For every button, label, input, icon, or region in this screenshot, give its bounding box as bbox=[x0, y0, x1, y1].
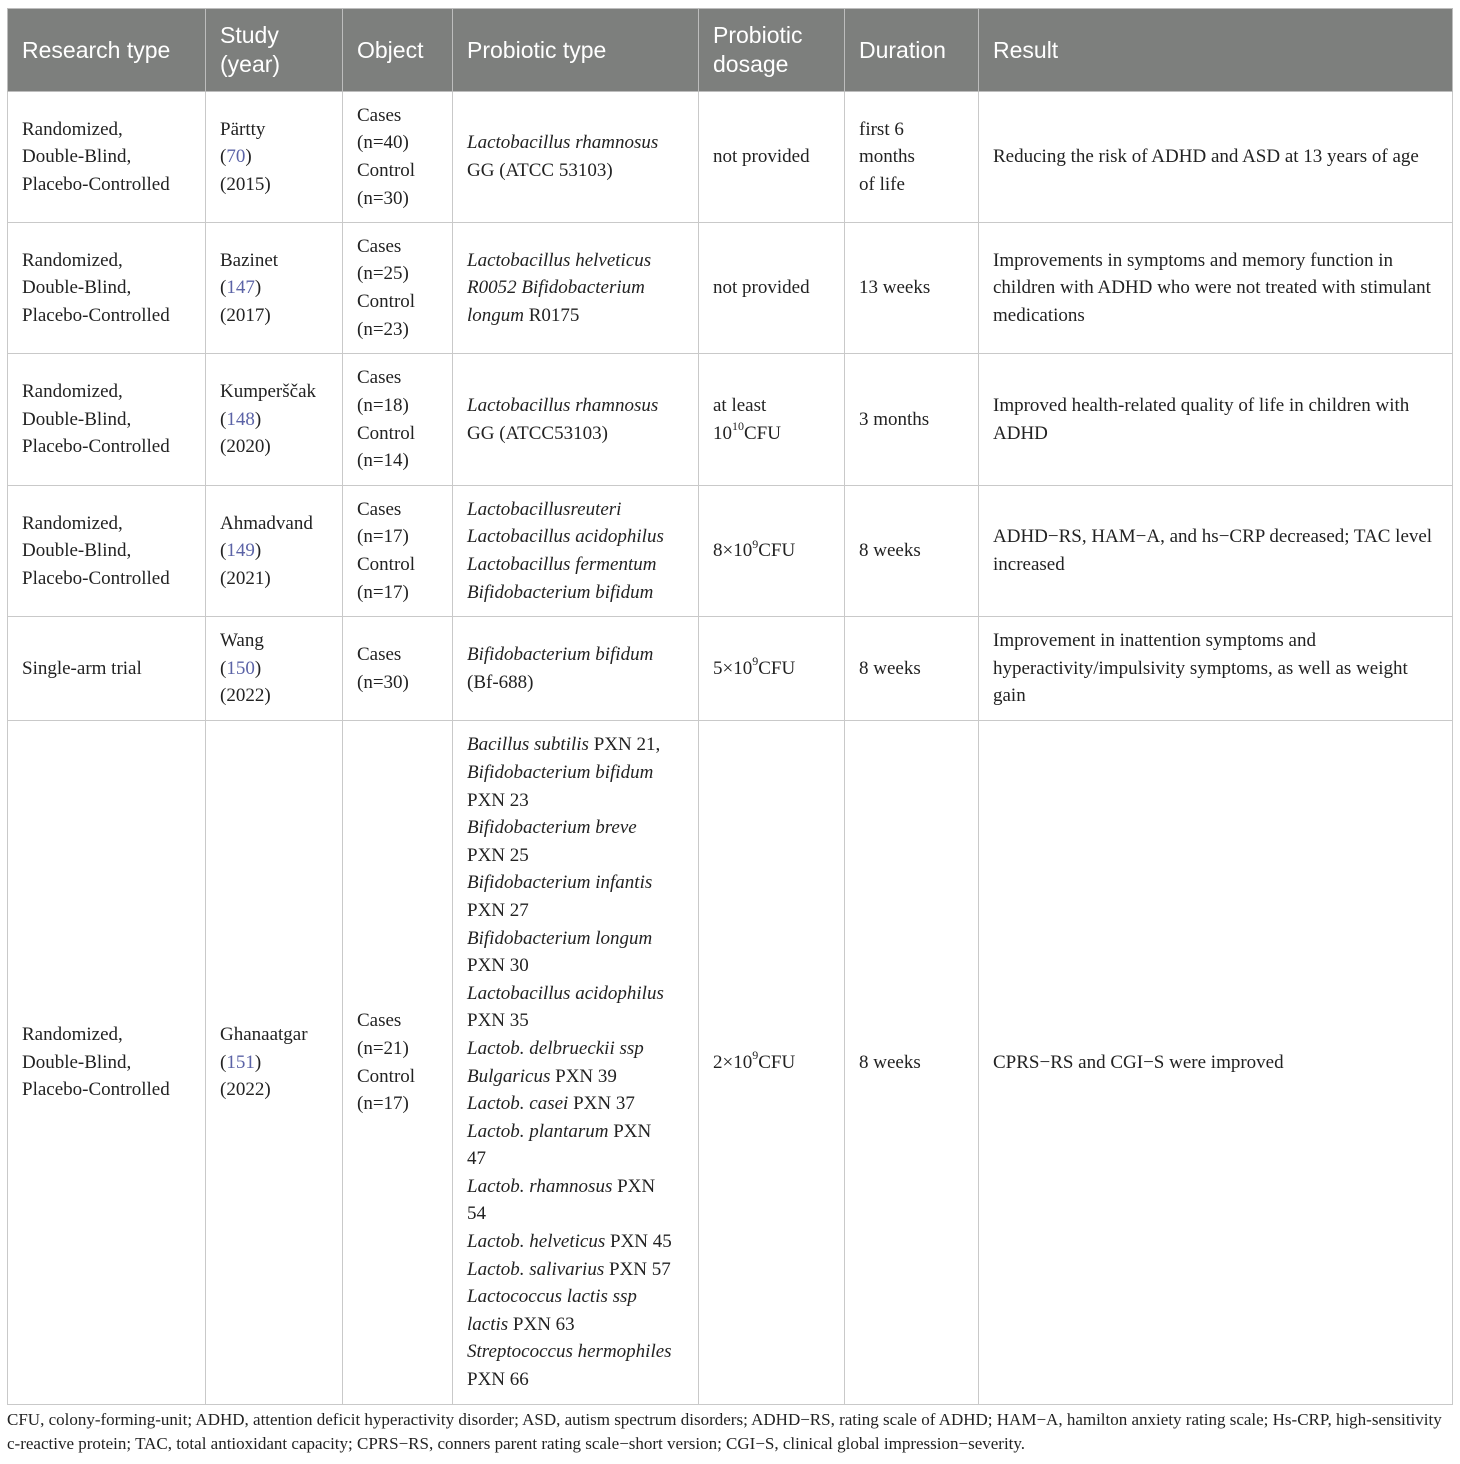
object-line: (n=17) bbox=[357, 581, 409, 603]
object-line: (n=40) bbox=[357, 132, 409, 154]
dosage-cell bbox=[699, 92, 845, 223]
header-row bbox=[8, 9, 1453, 92]
probiotic-line bbox=[467, 1118, 686, 1146]
probiotic-strain: PXN 57 bbox=[604, 1258, 671, 1280]
duration-line: 3 months bbox=[859, 408, 930, 430]
study-year: (2020) bbox=[220, 436, 271, 458]
study-year: (2017) bbox=[220, 304, 271, 326]
table-row bbox=[8, 223, 1453, 354]
study-year: (2021) bbox=[220, 567, 271, 589]
probiotic-strain: PXN 66 bbox=[467, 1369, 529, 1391]
probiotic-line bbox=[467, 641, 686, 669]
probiotic-line bbox=[467, 897, 686, 925]
probiotic-species: Bifidobacterium breve bbox=[467, 817, 637, 839]
table-container bbox=[7, 8, 1452, 1405]
probiotic-line bbox=[467, 952, 686, 980]
probiotic-species: Bifidobacterium infantis bbox=[467, 872, 653, 894]
object-line: (n=23) bbox=[357, 318, 409, 340]
result-text: Reducing the risk of ADHD and ASD at 13 years of age bbox=[993, 146, 1419, 168]
probiotic-strain: 47 bbox=[467, 1148, 486, 1170]
header-research-type: Research type bbox=[8, 9, 206, 92]
result-text: Improvement in inattention symptoms and hyperactivity/impulsivity symptoms, as well as weight gain bbox=[993, 630, 1408, 707]
research-type-cell bbox=[8, 486, 206, 617]
dosage-exponent: 10 bbox=[732, 419, 744, 434]
dosage-base: 5×10 bbox=[713, 657, 753, 679]
probiotic-line bbox=[467, 1007, 686, 1035]
research-type-line: Single-arm trial bbox=[22, 657, 142, 679]
probiotic-species: Lactobacillus rhamnosus bbox=[467, 132, 659, 154]
table-row bbox=[8, 354, 1453, 486]
probiotic-strain: PXN 27 bbox=[467, 899, 529, 921]
object-line: Cases bbox=[357, 498, 402, 520]
header-study-year: Study (year) bbox=[206, 9, 343, 92]
probiotic-species: Bifidobacterium bifidum bbox=[467, 581, 654, 603]
probiotic-line bbox=[467, 496, 686, 524]
study-cell bbox=[206, 486, 343, 617]
object-line: Cases bbox=[357, 367, 402, 389]
duration-line: of life bbox=[859, 173, 905, 195]
dosage-unit: CFU bbox=[758, 657, 796, 679]
probiotic-strain: PXN 39 bbox=[550, 1065, 617, 1087]
object-line: (n=14) bbox=[357, 450, 409, 472]
study-year: (2015) bbox=[220, 173, 271, 195]
duration-cell bbox=[845, 721, 979, 1405]
probiotic-line bbox=[467, 1090, 686, 1118]
probiotic-species: Lactob. casei bbox=[467, 1093, 569, 1115]
object-line: Control bbox=[357, 554, 416, 575]
probiotic-line bbox=[467, 1145, 686, 1173]
header-duration: Duration bbox=[845, 9, 979, 92]
duration-cell bbox=[845, 354, 979, 486]
research-type-line: Randomized, bbox=[22, 249, 123, 271]
probiotic-line bbox=[467, 392, 686, 420]
header-probiotic-dosage: Probiotic dosage bbox=[699, 9, 845, 92]
probiotic-line bbox=[467, 869, 686, 897]
probiotic-line bbox=[467, 1200, 686, 1228]
probiotic-species: Lactob. salivarius bbox=[467, 1258, 605, 1280]
probiotic-species: Lactob. helveticus bbox=[467, 1231, 606, 1253]
probiotic-strain: PXN bbox=[608, 1120, 652, 1142]
duration-cell bbox=[845, 617, 979, 721]
object-line: (n=30) bbox=[357, 671, 409, 693]
study-author: Ahmadvand bbox=[220, 512, 313, 534]
duration-line: first 6 bbox=[859, 118, 904, 140]
result-cell bbox=[979, 223, 1453, 354]
probiotic-species: Lactobacillus acidophilus bbox=[467, 526, 664, 548]
dosage-base: not provided bbox=[713, 146, 810, 168]
dosage-base: 8×10 bbox=[713, 540, 753, 562]
dosage-base: 2×10 bbox=[713, 1051, 753, 1073]
study-author: Pärtty bbox=[220, 118, 266, 140]
study-author: Wang bbox=[220, 630, 264, 652]
research-type-cell bbox=[8, 617, 206, 721]
table-body bbox=[8, 92, 1453, 1405]
dosage-exponent: 9 bbox=[752, 536, 759, 551]
object-line: Cases bbox=[357, 1010, 402, 1032]
table-row bbox=[8, 721, 1453, 1405]
probiotic-line bbox=[467, 1256, 686, 1284]
study-author: Kumperščak bbox=[220, 381, 317, 403]
probiotic-line bbox=[467, 129, 686, 157]
probiotic-species: Bifidobacterium longum bbox=[467, 927, 653, 949]
probiotic-line bbox=[467, 579, 686, 607]
reference-line: (149) bbox=[220, 540, 262, 562]
object-cell bbox=[343, 721, 453, 1405]
probiotic-strain: (Bf-688) bbox=[467, 671, 534, 693]
object-line: Cases bbox=[357, 235, 402, 257]
research-type-line: Randomized, bbox=[22, 381, 123, 403]
dosage-cell bbox=[699, 486, 845, 617]
reference-link[interactable]: 147 bbox=[226, 277, 255, 299]
study-cell bbox=[206, 92, 343, 223]
object-line: Control bbox=[357, 422, 416, 444]
result-text: Improvements in symptoms and memory function in children with ADHD who were not treated with stimulant medications bbox=[993, 249, 1431, 326]
result-cell bbox=[979, 721, 1453, 1405]
result-text: CPRS−RS and CGI−S were improved bbox=[993, 1051, 1284, 1073]
result-cell bbox=[979, 486, 1453, 617]
study-cell bbox=[206, 354, 343, 486]
probiotic-line bbox=[467, 1173, 686, 1201]
research-type-cell bbox=[8, 223, 206, 354]
header-object: Object bbox=[343, 9, 453, 92]
duration-cell bbox=[845, 92, 979, 223]
result-text: ADHD−RS, HAM−A, and hs−CRP decreased; TAC level increased bbox=[993, 526, 1433, 575]
probiotic-strain: PXN 25 bbox=[467, 844, 529, 866]
probiotic-strain: PXN bbox=[612, 1175, 656, 1197]
duration-line: months bbox=[859, 146, 915, 168]
probiotic-species: Lactobacillus fermentum bbox=[467, 554, 657, 575]
probiotic-line bbox=[467, 247, 686, 275]
probiotic-strain: PXN 21, bbox=[588, 734, 661, 756]
result-cell bbox=[979, 354, 1453, 486]
probiotic-line bbox=[467, 302, 686, 330]
reference-link[interactable]: 150 bbox=[226, 657, 255, 679]
reference-line: (147) bbox=[220, 277, 262, 299]
object-line: Control bbox=[357, 291, 416, 312]
reference-line: (148) bbox=[220, 408, 262, 430]
probiotic-species: lactis bbox=[467, 1313, 509, 1335]
probiotic-line bbox=[467, 1063, 686, 1091]
research-type-line: Placebo-Controlled bbox=[22, 1079, 170, 1101]
probiotic-strain: R0175 bbox=[524, 304, 580, 326]
duration-line: 8 weeks bbox=[859, 657, 921, 679]
research-type-line: Randomized, bbox=[22, 118, 123, 140]
study-author: Ghanaatgar bbox=[220, 1024, 308, 1046]
probiotic-species: Lactobacillus acidophilus bbox=[467, 982, 664, 1004]
probiotic-strain: PXN 23 bbox=[467, 789, 529, 811]
research-type-line: Randomized, bbox=[22, 1024, 123, 1046]
probiotic-type-cell bbox=[453, 92, 699, 223]
probiotic-species: Lactococcus lactis ssp bbox=[467, 1286, 637, 1308]
object-line: Cases bbox=[357, 643, 402, 665]
reference-line: (70) bbox=[220, 146, 252, 168]
duration-line: 8 weeks bbox=[859, 540, 921, 562]
probiotic-species: Lactobacillusreuteri bbox=[467, 498, 622, 520]
result-text: Improved health-related quality of life in children with ADHD bbox=[993, 394, 1410, 444]
object-cell bbox=[343, 486, 453, 617]
probiotic-species: Bifidobacterium bifidum bbox=[467, 761, 654, 783]
dosage-cell bbox=[699, 721, 845, 1405]
object-cell bbox=[343, 354, 453, 486]
probiotic-strain: GG (ATCC 53103) bbox=[467, 160, 613, 181]
probiotic-line bbox=[467, 274, 686, 302]
study-cell bbox=[206, 223, 343, 354]
probiotic-line bbox=[467, 731, 686, 759]
probiotic-line bbox=[467, 157, 686, 185]
table-footnote: CFU, colony-forming-unit; ADHD, attention deficit hyperactivity disorder; ASD, autism spectrum disorders; ADHD−RS, rating scale of ADHD; HAM−A, hamilton anxiety rating scale; Hs-CRP, high-sensitivity c-reactive protein; TAC, total antioxidant capacity; CPRS−RS, conners parent rating scale−short version; CGI−S, clinical global impression−severity. bbox=[7, 1410, 1442, 1453]
probiotic-species: R0052 Bifidobacterium bbox=[467, 277, 645, 299]
study-year: (2022) bbox=[220, 685, 271, 707]
table-row bbox=[8, 617, 1453, 721]
probiotic-line bbox=[467, 1366, 686, 1394]
probiotic-species: Bifidobacterium bifidum bbox=[467, 643, 654, 665]
object-cell bbox=[343, 617, 453, 721]
result-cell bbox=[979, 92, 1453, 223]
research-type-line: Double-Blind, bbox=[22, 408, 132, 430]
probiotic-line bbox=[467, 523, 686, 551]
object-line: (n=30) bbox=[357, 187, 409, 209]
probiotic-species: longum bbox=[467, 304, 524, 326]
probiotic-line bbox=[467, 842, 686, 870]
research-type-line: Placebo-Controlled bbox=[22, 173, 170, 195]
research-type-line: Placebo-Controlled bbox=[22, 436, 170, 458]
probiotic-species: Bacillus subtilis bbox=[467, 734, 589, 756]
probiotic-type-cell bbox=[453, 617, 699, 721]
probiotic-line bbox=[467, 1228, 686, 1256]
probiotic-strain: 54 bbox=[467, 1203, 486, 1225]
reference-line: (151) bbox=[220, 1051, 262, 1073]
probiotic-line bbox=[467, 1283, 686, 1311]
probiotic-line bbox=[467, 925, 686, 953]
dosage-exponent: 9 bbox=[752, 654, 759, 669]
dosage-exponent: 9 bbox=[752, 1048, 759, 1063]
probiotic-line bbox=[467, 759, 686, 787]
reference-link[interactable]: 70 bbox=[226, 146, 246, 168]
probiotic-species: Lactob. plantarum bbox=[467, 1120, 609, 1142]
result-cell bbox=[979, 617, 1453, 721]
duration-line: 13 weeks bbox=[859, 277, 931, 299]
probiotic-strain: GG (ATCC53103) bbox=[467, 422, 608, 444]
study-year: (2022) bbox=[220, 1079, 271, 1101]
research-type-cell bbox=[8, 721, 206, 1405]
dosage-cell bbox=[699, 354, 845, 486]
probiotic-species: Lactob. rhamnosus bbox=[467, 1175, 613, 1197]
probiotic-species: Streptococcus hermophiles bbox=[467, 1341, 672, 1363]
probiotic-strain: PXN 37 bbox=[568, 1093, 635, 1115]
probiotic-strain: PXN 45 bbox=[605, 1231, 672, 1253]
research-type-line: Placebo-Controlled bbox=[22, 304, 170, 326]
study-cell bbox=[206, 721, 343, 1405]
dosage-unit: CFU bbox=[758, 1051, 796, 1073]
probiotic-line bbox=[467, 980, 686, 1008]
reference-link[interactable]: 151 bbox=[226, 1051, 255, 1073]
table-row bbox=[8, 486, 1453, 617]
probiotic-species: Lactobacillus rhamnosus bbox=[467, 394, 659, 416]
probiotic-line bbox=[467, 669, 686, 697]
probiotic-type-cell bbox=[453, 223, 699, 354]
object-line: (n=17) bbox=[357, 526, 409, 548]
object-line: (n=18) bbox=[357, 394, 409, 416]
object-line: Cases bbox=[357, 104, 402, 126]
probiotic-species: Lactob. delbrueckii ssp bbox=[467, 1037, 644, 1059]
dosage-unit: CFU bbox=[744, 422, 781, 444]
probiotic-line bbox=[467, 1338, 686, 1366]
research-type-cell bbox=[8, 354, 206, 486]
research-type-line: Double-Blind, bbox=[22, 146, 132, 168]
dosage-cell bbox=[699, 617, 845, 721]
duration-cell bbox=[845, 486, 979, 617]
research-type-line: Double-Blind, bbox=[22, 277, 132, 299]
probiotic-studies-table bbox=[7, 8, 1453, 1405]
reference-line: (150) bbox=[220, 657, 262, 679]
object-line: (n=21) bbox=[357, 1037, 409, 1059]
probiotic-strain: PXN 63 bbox=[508, 1313, 575, 1335]
research-type-line: Double-Blind, bbox=[22, 1051, 132, 1073]
dosage-base: at least 10 bbox=[713, 394, 767, 444]
research-type-line: Placebo-Controlled bbox=[22, 567, 170, 589]
probiotic-line bbox=[467, 814, 686, 842]
dosage-base: not provided bbox=[713, 277, 810, 299]
object-cell bbox=[343, 92, 453, 223]
probiotic-line bbox=[467, 551, 686, 579]
probiotic-strain: PXN 30 bbox=[467, 955, 529, 977]
study-author: Bazinet bbox=[220, 249, 279, 271]
object-line: Control bbox=[357, 1065, 416, 1087]
object-line: (n=17) bbox=[357, 1093, 409, 1115]
research-type-line: Randomized, bbox=[22, 512, 123, 534]
probiotic-strain: PXN 35 bbox=[467, 1010, 529, 1032]
object-cell bbox=[343, 223, 453, 354]
probiotic-line bbox=[467, 1311, 686, 1339]
probiotic-species: Bulgaricus bbox=[467, 1065, 551, 1087]
duration-cell bbox=[845, 223, 979, 354]
probiotic-type-cell bbox=[453, 354, 699, 486]
header-probiotic-type: Probiotic type bbox=[453, 9, 699, 92]
research-type-line: Double-Blind, bbox=[22, 540, 132, 562]
probiotic-type-cell bbox=[453, 721, 699, 1405]
header-result: Result bbox=[979, 9, 1453, 92]
reference-link[interactable]: 148 bbox=[226, 408, 255, 430]
table-row bbox=[8, 92, 1453, 223]
probiotic-species: Lactobacillus helveticus bbox=[467, 249, 652, 271]
dosage-cell bbox=[699, 223, 845, 354]
probiotic-line bbox=[467, 420, 686, 448]
probiotic-line bbox=[467, 1035, 686, 1063]
probiotic-type-cell bbox=[453, 486, 699, 617]
duration-line: 8 weeks bbox=[859, 1051, 921, 1073]
study-cell bbox=[206, 617, 343, 721]
reference-link[interactable]: 149 bbox=[226, 540, 255, 562]
object-line: (n=25) bbox=[357, 263, 409, 285]
dosage-unit: CFU bbox=[758, 540, 796, 562]
research-type-cell bbox=[8, 92, 206, 223]
probiotic-line bbox=[467, 787, 686, 815]
object-line: Control bbox=[357, 160, 416, 181]
